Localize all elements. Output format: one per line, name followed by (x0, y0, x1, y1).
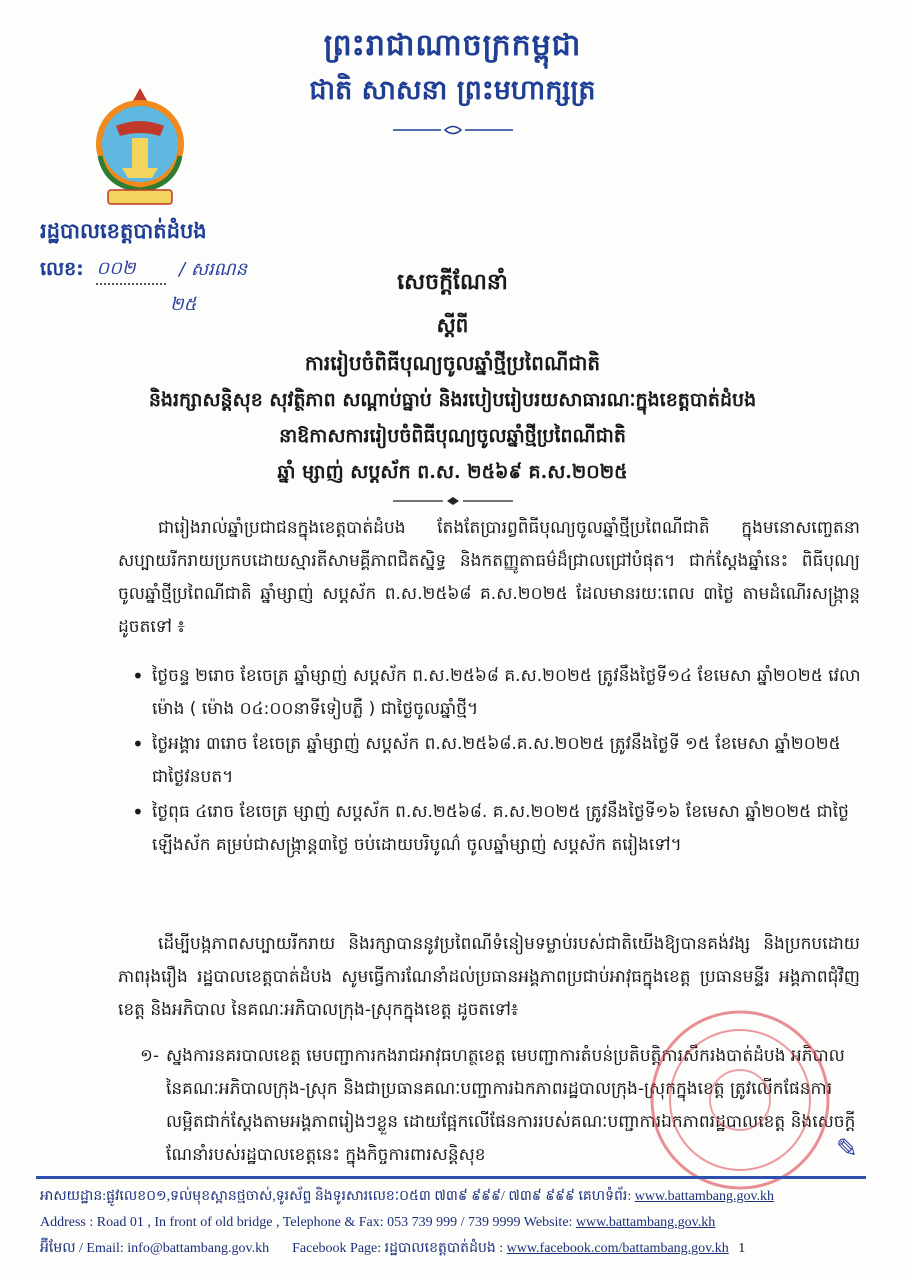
title-line-3: នាឱកាសការរៀបចំពិធីបុណ្យចូលឆ្នាំថ្មីប្រពៃណីជាតិ (279, 425, 626, 447)
footer-address-km (40, 1184, 870, 1210)
title-ornament-icon (393, 496, 513, 506)
intro-paragraph (118, 512, 860, 644)
doc-type: សេចក្តីណែនាំ (397, 269, 508, 295)
ref-label: លេខ: (40, 258, 84, 280)
official-seal-icon (640, 1000, 840, 1200)
page-number: 1 (738, 1241, 746, 1256)
ref-suffix: / សរណន (179, 259, 248, 280)
provincial-emblem-icon (86, 86, 194, 208)
facebook-label: Facebook Page: រដ្ឋបាលខេត្តបាត់ដំបង : (292, 1241, 504, 1256)
intro-text: ជារៀងរាល់ឆ្នាំប្រជាជនក្នុងខេត្តបាត់ដំបង តែងតែប្រារព្វពិធីបុណ្យចូលឆ្នាំថ្មីប្រពៃណីជាតិ ក្នុងមនោសញ្ចេតនាសប្បាយរីករាយប្រកបដោយស្មារតីសាមគ្គីភាពជិតស្និទ្ធ និងកតញ្ញូតាធម៌ដ៏ជ្រាលជ្រៅបំផុត។ ជាក់ស្តែងឆ្នាំនេះ ពិធីបុណ្យចូលឆ្នាំថ្មីប្រពៃណីជាតិ ឆ្នាំម្សាញ់ សប្តស័ក ព.ស.២៥៦៨ គ.ស.២០២៥ ដែលមានរយៈពេល ៣ថ្ងៃ តាមដំណើរសង្ក្រាន្តដូចតទៅ ៖ (118, 518, 860, 637)
website-link[interactable]: www.battambang.gov.kh (634, 1189, 775, 1204)
website-link-en[interactable]: www.battambang.gov.kh (575, 1215, 716, 1230)
footer-address-en (40, 1210, 870, 1236)
instruction-text: ដើម្បីបង្កភាពសប្បាយរីករាយ និងរក្សាបាននូវប្រពៃណីទំនៀមទម្លាប់របស់ជាតិយើងឱ្យបានគង់វង្ស និងប្រកបដោយភាពរុងរឿង រដ្ឋបាលខេត្តបាត់ដំបង សូមធ្វើការណែនាំដល់ប្រធានអង្គភាពប្រជាប់អាវុធក្នុងខេត្ត ប្រធានមន្ទីរ អង្គភាពជុំវិញខេត្ត និងអភិបាល នៃគណៈអភិបាលក្រុង-ស្រុកក្នុងខេត្ត ដូចតទៅ៖ (118, 934, 860, 1020)
item-text: ស្នងការនគរបាលខេត្ត មេបញ្ជាការកងរាជអាវុធហត្ថខេត្ត មេបញ្ជាការតំបន់ប្រតិបត្តិការសឹករងបាត់ដំបង អភិបាល នៃគណៈអភិបាលក្រុង-ស្រុក និងជាប្រធានគណៈបញ្ជាការឯកភាពរដ្ឋបាលក្រុង-ស្រុកក្នុងខេត្ត ត្រូវលើកផែនការលម្អិតជាក់ស្តែងតាមអង្គភាពរៀងៗខ្លួន ដោយផ្អែកលើផែនការរបស់គណៈបញ្ជាការឯកភាពរដ្ឋបាលខេត្ត និងសេចក្តីណែនាំរបស់រដ្ឋបាលខេត្តនេះ ក្នុងកិច្ចការពារសន្តិសុខ (166, 1046, 856, 1165)
ornament-divider-icon (393, 123, 513, 137)
ref-handwritten: ២៥ (170, 294, 197, 315)
footer-divider (36, 1176, 866, 1179)
address-km-text: អាសយដ្ឋាន:ផ្លូវលេខ០១,ទល់មុខស្ពានថ្មចាស់,ទូរស័ព្ទ និងទូរសារលេខៈ០៥៣ ៧៣៩ ៩៩៩/ ៧៣៩ ៩៩៩ គេហទំព័រ: (40, 1189, 632, 1204)
email-text: អ៊ីមែល / Email: info@battambang.gov.kh (40, 1241, 270, 1256)
title-line-2: និងរក្សាសន្តិសុខ សុវត្ថិភាព សណ្តាប់ធ្នាប់ និងរបៀបរៀបរយសាធារណៈក្នុងខេត្តបាត់ដំបង (148, 389, 757, 411)
facebook-link[interactable]: www.facebook.com/battambang.gov.kh (506, 1241, 729, 1256)
list-item: • ថ្ងៃពុធ ៤រោច ខែចេត្រ ម្សាញ់ សប្តស័ក ព.ស.២៥៦៨. គ.ស.២០២៥ ត្រូវនឹងថ្ងៃទី១៦ ខែមេសា ឆ្នាំ២០២៥ ជាថ្ងៃឡើងស័ក គម្រប់ជាសង្ក្រាន្ត៣ថ្ងៃ ចប់ដោយបរិបូណ៌ ចូលឆ្នាំម្សាញ់ សប្តស័ក តរៀងទៅ។ (132, 796, 862, 862)
list-item: • ថ្ងៃចន្ទ ២រោច ខែចេត្រ ឆ្នាំម្សាញ់ សប្តស័ក ព.ស.២៥៦៨ គ.ស.២០២៥ ត្រូវនឹងថ្ងៃទី១៤ ខែមេសា ឆ្នាំ២០២៥ វេលាម៉ោង ( ម៉ោង ០៤:០០នាទីទៀបភ្លឺ ) ជាថ្ងៃចូលឆ្នាំថ្មី។ (132, 660, 862, 726)
kingdom-title: ព្រះរាជាណាចក្រកម្ពុជា (323, 28, 582, 63)
item-number: ១- (140, 1046, 160, 1066)
title-line-1: ការរៀបចំពិធីបុណ្យចូលឆ្នាំថ្មីប្រពៃណីជាតិ (304, 351, 601, 375)
document-title-block (0, 268, 905, 510)
address-en-text: Address : Road 01 , In front of old bridge , Telephone & Fax: 053 739 999 / 739 9999 Website: (40, 1215, 573, 1230)
issuing-office: រដ្ឋបាលខេត្តបាត់ដំបង (40, 218, 207, 243)
title-line-4: ឆ្នាំ ម្សាញ់ សប្តស័ក ព.ស. ២៥៦៩ គ.ស.២០២៥ (277, 461, 628, 483)
signature-initials-icon: ✎ (836, 1134, 858, 1164)
ref-number: ០០២ (96, 258, 136, 279)
footer (40, 1184, 870, 1262)
footer-contact (40, 1236, 870, 1262)
kingdom-motto: ជាតិ សាសនា ព្រះមហាក្សត្រ (309, 75, 596, 106)
doc-about: ស្តីពី (436, 313, 469, 337)
date-bullet-list (132, 660, 862, 864)
list-item: • ថ្ងៃអង្គារ ៣រោច ខែចេត្រ ឆ្នាំម្សាញ់ សប្តស័ក ព.ស.២៥៦៨.គ.ស.២០២៥ ត្រូវនឹងថ្ងៃទី ១៥ ខែមេសា ឆ្នាំ២០២៥ ជាថ្ងៃវនបត។ (132, 728, 862, 794)
